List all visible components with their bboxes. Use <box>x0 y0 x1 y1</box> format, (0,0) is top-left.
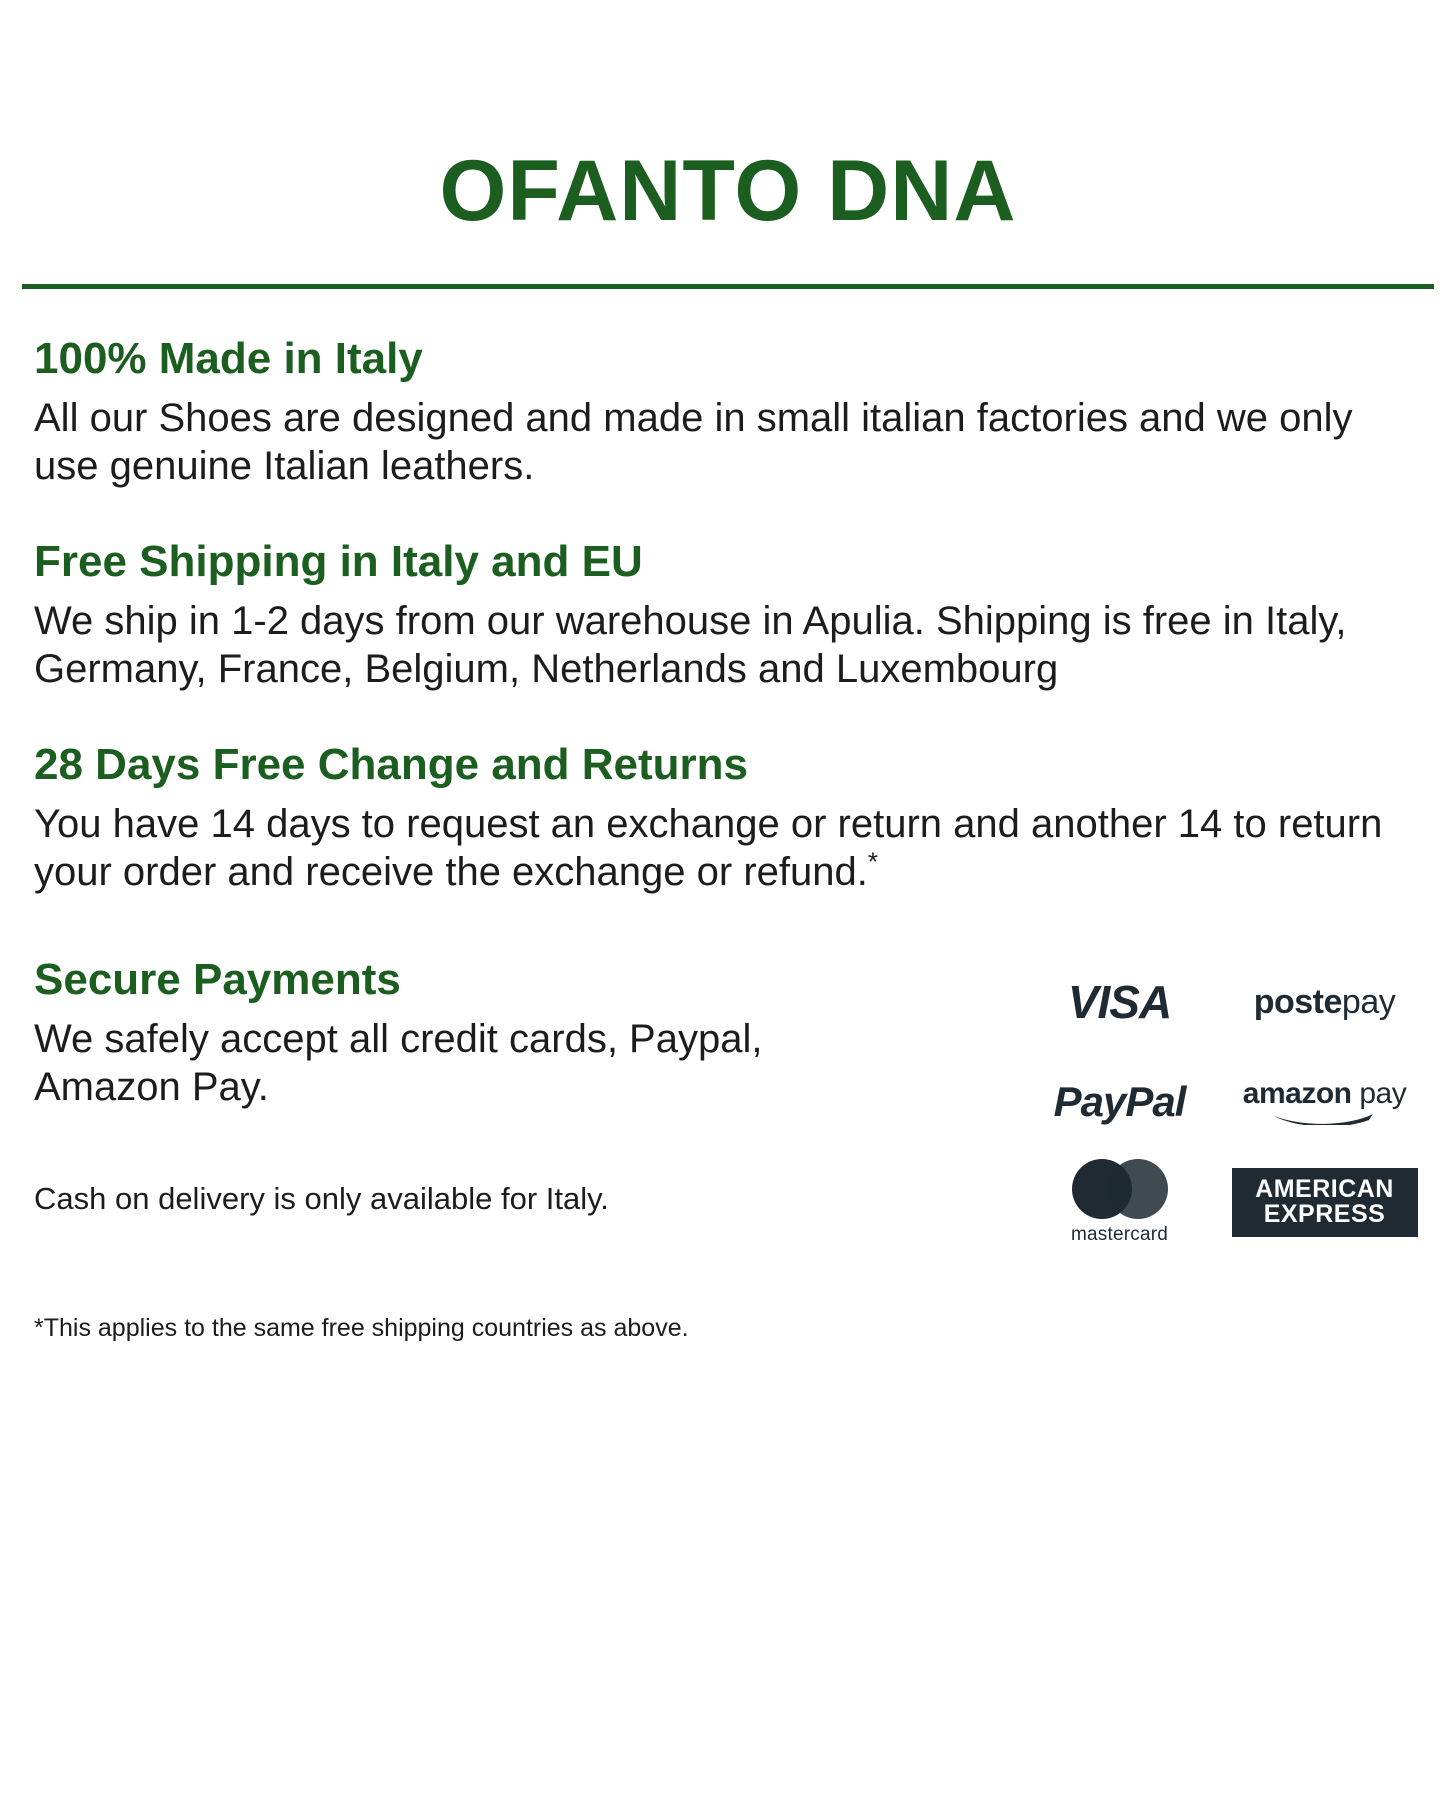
section-heading: Free Shipping in Italy and EU <box>34 537 643 586</box>
mastercard-circle-right <box>1108 1159 1168 1219</box>
mastercard-logo <box>1070 1166 1169 1245</box>
secure-payments-text <box>34 952 874 1219</box>
postepay-label-light: pay <box>1341 982 1396 1021</box>
section-heading: 28 Days Free Change and Returns <box>34 740 749 789</box>
paypal-logo <box>1054 1066 1186 1138</box>
title-divider <box>22 284 1434 289</box>
amex-logo <box>1232 1166 1418 1238</box>
mastercard-logo-label: mastercard <box>1070 1223 1169 1245</box>
page-footnote: *This applies to the same free shipping countries as above. <box>34 1314 689 1342</box>
amazon-pay-label-bold: amazon <box>1242 1077 1352 1110</box>
mastercard-mark <box>1071 1159 1168 1246</box>
amex-mark <box>1232 1168 1418 1237</box>
amazon-pay-label <box>1243 1079 1406 1109</box>
page-title: OFANTO DNA <box>439 143 1017 239</box>
returns-footnote-marker: * <box>867 846 878 877</box>
section-heading: Secure Payments <box>34 955 401 1004</box>
section-returns <box>34 737 1422 896</box>
visa-logo-label: VISA <box>1067 976 1172 1028</box>
section-made-in-italy <box>34 331 1422 490</box>
visa-logo <box>1068 966 1171 1038</box>
section-heading: 100% Made in Italy <box>34 334 423 383</box>
cash-on-delivery-note: Cash on delivery is only available for Italy. <box>34 1181 609 1216</box>
section-free-shipping <box>34 534 1422 693</box>
section-body: All our Shoes are designed and made in small italian factories and we only use genuine Italian leathers. <box>34 396 1353 488</box>
section-body: We ship in 1-2 days from our warehouse in Apulia. Shipping is free in Italy, Germany, France, Belgium, Netherlands and Luxembourg <box>34 599 1347 691</box>
postepay-label-bold: poste <box>1253 982 1342 1021</box>
payment-logos <box>1022 966 1422 1245</box>
mastercard-circles-icon <box>1072 1159 1168 1219</box>
section-body: We safely accept all credit cards, Paypal, Amazon Pay. <box>34 1017 763 1109</box>
amex-label-line1: AMERICAN <box>1255 1174 1394 1203</box>
amazon-pay-label-light: pay <box>1351 1077 1407 1110</box>
amazon-swoosh-icon <box>1269 1111 1379 1125</box>
section-secure-payments <box>34 952 1422 1245</box>
amazon-pay-mark <box>1243 1079 1406 1125</box>
section-body <box>34 800 1422 896</box>
paypal-logo-label: PayPal <box>1053 1078 1186 1125</box>
amazon-pay-logo <box>1243 1066 1406 1138</box>
section-body-text: You have 14 days to request an exchange or return and another 14 to return your order and receive the exchange or refund. <box>34 802 1383 894</box>
amex-label-line2: EXPRESS <box>1263 1200 1386 1228</box>
postepay-logo-label <box>1254 983 1396 1022</box>
postepay-logo <box>1254 966 1396 1038</box>
